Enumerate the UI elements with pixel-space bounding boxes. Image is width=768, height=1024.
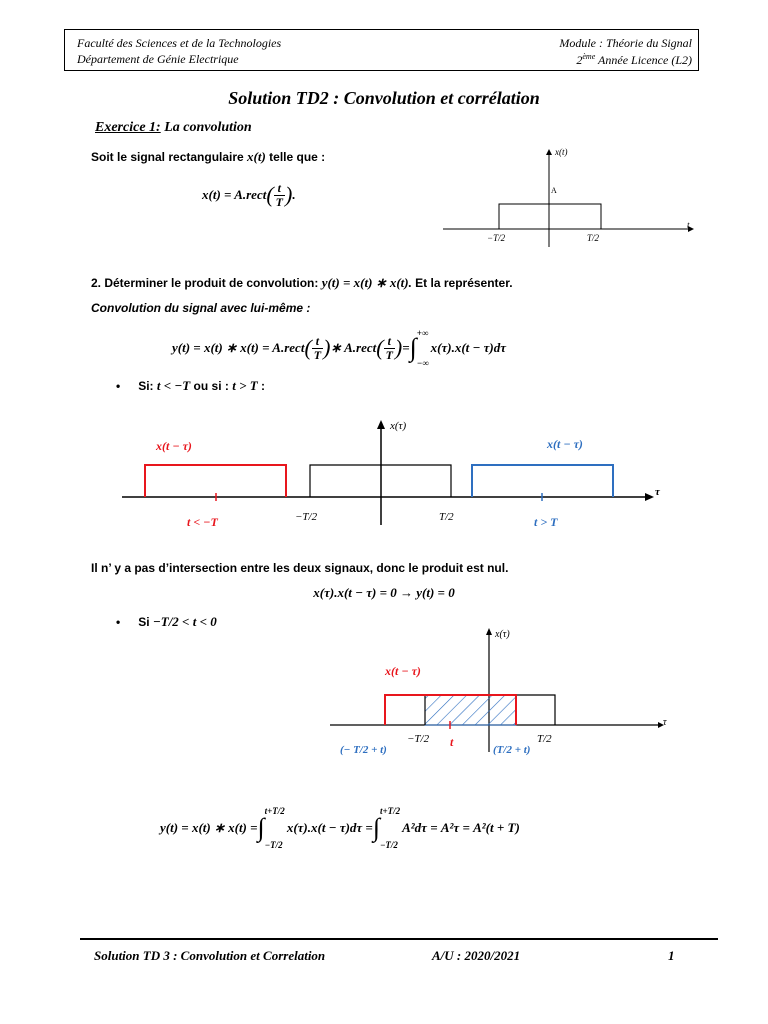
intro-text: Soit le signal rectangulaire x(t) telle que : bbox=[91, 149, 326, 164]
fig3-red-label: x(t − τ) bbox=[385, 664, 421, 678]
header-faculty: Faculté des Sciences et de la Technologies bbox=[77, 36, 282, 50]
fig2-tick-right-label: T/2 bbox=[439, 511, 454, 523]
figure-rect-signal bbox=[440, 140, 700, 250]
fig1-amp: A bbox=[551, 186, 557, 195]
fig1-xlabel: t bbox=[687, 220, 690, 230]
fig3-tick-t-label: t bbox=[450, 735, 454, 749]
case-2-line: • Si −T/2 < t < 0 bbox=[116, 614, 217, 629]
exercise-heading: Exercice 1: La convolution bbox=[95, 120, 252, 135]
equation-final: y(t) = x(t) ∗ x(t) = ∫ t+T/2 −T/2 x(τ).x(t − τ)dτ = ∫ t+T/2 −T/2 A²dτ = A²τ = A²(t + T) bbox=[160, 806, 520, 850]
fig2-rect-left-red bbox=[145, 465, 286, 497]
figure-case-2 bbox=[325, 620, 675, 770]
footer-year: A/U : 2020/2021 bbox=[432, 948, 521, 963]
fig3-tick-left-label: −T/2 bbox=[407, 733, 430, 745]
no-intersection-text: Il n’ y a pas d’intersection entre les deux signaux, donc le produit est nul. bbox=[91, 561, 509, 575]
header-level: 2ème Année Licence (L2) bbox=[576, 52, 692, 67]
footer-title: Solution TD 3 : Convolution et Correlation bbox=[94, 948, 326, 963]
fig3-xlabel: τ bbox=[663, 717, 667, 728]
fig2-tick-left-label: −T/2 bbox=[295, 511, 318, 523]
fig3-blue-right: (T/2 + t) bbox=[493, 744, 531, 756]
fig1-y-arrow bbox=[546, 149, 552, 155]
fig1-rect bbox=[499, 204, 601, 229]
figure-case-1 bbox=[110, 415, 670, 540]
fig3-tick-right-label: T/2 bbox=[537, 733, 552, 745]
fig1-tick-left: −T/2 bbox=[487, 233, 506, 243]
case-1-line: • Si: t < −T ou si : t > T : bbox=[116, 378, 266, 393]
fig2-rect-right-blue bbox=[472, 465, 613, 497]
header-module: Module : Théorie du Signal bbox=[559, 36, 692, 50]
footer-page-number: 1 bbox=[668, 948, 675, 963]
fig2-label-right: x(t − τ) bbox=[547, 437, 583, 451]
fig2-ylabel: x(τ) bbox=[390, 420, 407, 432]
equation-zero: x(τ).x(t − τ) = 0 → y(t) = 0 bbox=[313, 585, 455, 600]
equation-definition: x(t) = A.rect ( t T ) . bbox=[202, 180, 296, 209]
question-2: 2. Déterminer le produit de convolution: y(t) = x(t) ∗ x(t). Et la représenter. bbox=[91, 275, 513, 290]
fig2-cond-right: t > T bbox=[534, 515, 558, 529]
fig2-label-left: x(t − τ) bbox=[156, 439, 192, 453]
page-title: Solution TD2 : Convolution et corrélation bbox=[228, 88, 540, 108]
conv-subtitle: Convolution du signal avec lui-même : bbox=[91, 301, 311, 315]
equation-convolution: y(t) = x(t) ∗ x(t) = A.rect ( t T ) ∗ A.rect ( t T ) = ∫ +∞ −∞ x(τ).x(t − τ)dτ bbox=[172, 328, 507, 368]
fig3-ylabel: x(τ) bbox=[495, 629, 510, 640]
footer-rule bbox=[80, 938, 718, 940]
fig3-y-arrow bbox=[486, 628, 492, 635]
header-department: Département de Génie Electrique bbox=[77, 52, 239, 66]
fig2-x-arrow bbox=[645, 493, 654, 501]
fig2-cond-left: t < −T bbox=[187, 515, 218, 529]
fig2-xlabel: τ bbox=[655, 486, 660, 498]
fig3-blue-left: (− T/2 + t) bbox=[340, 744, 387, 756]
fig3-overlap-hatch bbox=[425, 695, 516, 725]
fig1-tick-right: T/2 bbox=[587, 233, 600, 243]
fig2-y-arrow bbox=[377, 420, 385, 429]
fig1-ylabel: x(t) bbox=[555, 147, 568, 157]
